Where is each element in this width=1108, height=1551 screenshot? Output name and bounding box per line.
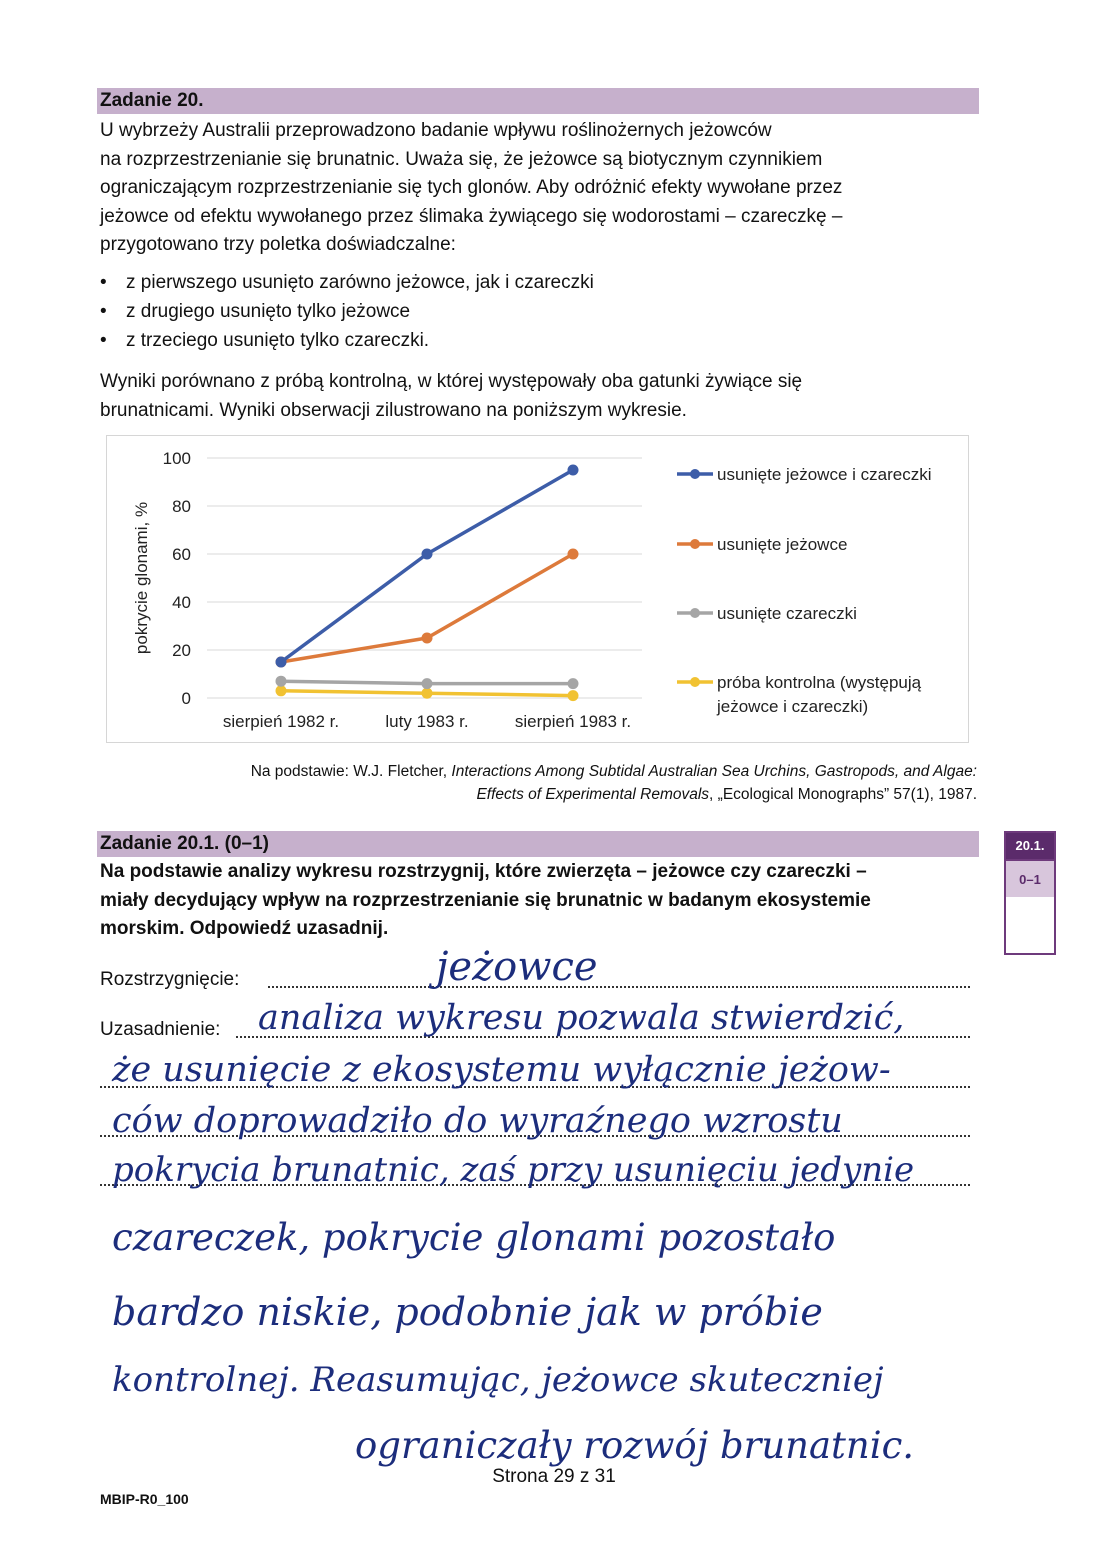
- legend-marker: [690, 469, 700, 479]
- y-tick-label: 20: [172, 641, 191, 660]
- source-title: Interactions Among Subtidal Australian Sea Urchins, Gastropods, and Algae:: [451, 763, 977, 780]
- source-journal: , „Ecological Monographs” 57(1), 1987.: [709, 786, 977, 803]
- y-tick-label: 0: [181, 689, 191, 708]
- y-tick-label: 100: [162, 449, 191, 468]
- handwritten-line: czareczek, pokrycie glonami pozostało: [112, 1216, 836, 1259]
- data-point: [422, 549, 433, 560]
- document-code: MBIP-R0_100: [100, 1491, 189, 1507]
- data-point: [422, 678, 433, 689]
- source-citation: [251, 760, 977, 806]
- data-point: [276, 685, 287, 696]
- x-tick-label: sierpień 1983 r.: [514, 712, 632, 731]
- list-item: • z drugiego usunięto tylko jeżowce: [100, 297, 594, 326]
- data-point: [422, 633, 433, 644]
- results-line: Wyniki porównano z próbą kontrolną, w której występowały oba gatunki żywiące się: [100, 371, 803, 392]
- y-tick-label: 60: [172, 545, 191, 564]
- list-item: • z pierwszego usunięto zarówno jeżowce, jak i czareczki: [100, 268, 594, 297]
- handwritten-line: że usunięcie z ekosystemu wyłącznie jeżow-: [112, 1050, 891, 1090]
- source-title-cont: Effects of Experimental Removals: [476, 786, 710, 803]
- handwritten-line: pokrycia brunatnic, zaś przy usunięciu jedynie: [112, 1150, 915, 1190]
- intro-line: przygotowano trzy poletka doświadczalne:: [100, 234, 456, 255]
- series-line: [281, 554, 573, 662]
- decision-label: Rozstrzygnięcie:: [100, 969, 240, 990]
- data-point: [568, 690, 579, 701]
- score-points: 0–1: [1006, 859, 1054, 897]
- data-point: [422, 688, 433, 699]
- data-point: [568, 678, 579, 689]
- legend-marker: [690, 677, 700, 687]
- score-box: [1004, 831, 1056, 955]
- legend-label: usunięte czareczki: [717, 604, 857, 623]
- line-chart: [107, 436, 968, 742]
- y-tick-label: 80: [172, 497, 191, 516]
- list-item: • z trzeciego usunięto tylko czareczki.: [100, 326, 594, 355]
- handwritten-line: ców doprowadziło do wyraźnego wzrostu: [112, 1101, 843, 1141]
- intro-line: ograniczającym rozprzestrzenianie się tych glonów. Aby odróżnić efekty wywołane przez: [100, 177, 843, 198]
- question-line: morskim. Odpowiedź uzasadnij.: [100, 918, 389, 939]
- decision-line: [268, 986, 970, 988]
- y-tick-label: 40: [172, 593, 191, 612]
- handwritten-line: kontrolnej. Reasumując, jeżowce skuteczniej: [112, 1360, 884, 1400]
- x-tick-label: sierpień 1982 r.: [222, 712, 340, 731]
- score-task-id: 20.1.: [1006, 833, 1054, 859]
- chart-frame: [106, 435, 969, 743]
- question-line: Na podstawie analizy wykresu rozstrzygnij, które zwierzęta – jeżowce czy czareczki –: [100, 861, 867, 882]
- legend-label: próba kontrolna (występują: [717, 673, 922, 692]
- legend-label: usunięte jeżowce i czareczki: [717, 465, 932, 484]
- legend-label: jeżowce i czareczki): [717, 697, 869, 716]
- task-intro: [100, 117, 980, 260]
- results-line: brunatnicami. Wyniki obserwacji zilustrowano na poniższym wykresie.: [100, 399, 687, 421]
- handwritten-line: analiza wykresu pozwala stwierdzić,: [258, 998, 905, 1038]
- intro-line: jeżowce od efektu wywołanego przez ślimaka żywiącego się wodorostami – czareczkę –: [100, 205, 843, 227]
- question-text: [100, 858, 980, 944]
- results-text: [100, 368, 980, 425]
- y-axis-label: pokrycie glonami, %: [132, 501, 151, 655]
- data-point: [568, 549, 579, 560]
- handwritten-line: ograniczały rozwój brunatnic.: [355, 1424, 915, 1467]
- legend-marker: [690, 608, 700, 618]
- source-prefix: Na podstawie: W.J. Fletcher,: [250, 763, 452, 780]
- task-header: Zadanie 20.: [97, 88, 979, 114]
- intro-line: U wybrzeży Australii przeprowadzono badanie wpływu roślinożernych jeżowców: [100, 120, 772, 141]
- intro-line: na rozprzestrzenianie się brunatnic. Uważa się, że jeżowce są biotycznym czynnikiem: [100, 148, 823, 170]
- page-number: Strona 29 z 31: [492, 1466, 616, 1487]
- score-field[interactable]: [1006, 897, 1054, 953]
- question-line: miały decydujący wpływ na rozprzestrzenianie się brunatnic w badanym ekosystemie: [100, 889, 871, 911]
- handwritten-decision: jeżowce: [436, 944, 598, 990]
- data-point: [276, 657, 287, 668]
- justification-label: Uzasadnienie:: [100, 1019, 221, 1040]
- legend-marker: [690, 539, 700, 549]
- legend-label: usunięte jeżowce: [717, 535, 848, 554]
- handwritten-line: bardzo niskie, podobnie jak w próbie: [112, 1290, 823, 1334]
- x-tick-label: luty 1983 r.: [385, 712, 469, 731]
- plot-list: [100, 268, 594, 355]
- subtask-header: Zadanie 20.1. (0–1): [97, 831, 979, 857]
- data-point: [276, 676, 287, 687]
- data-point: [568, 465, 579, 476]
